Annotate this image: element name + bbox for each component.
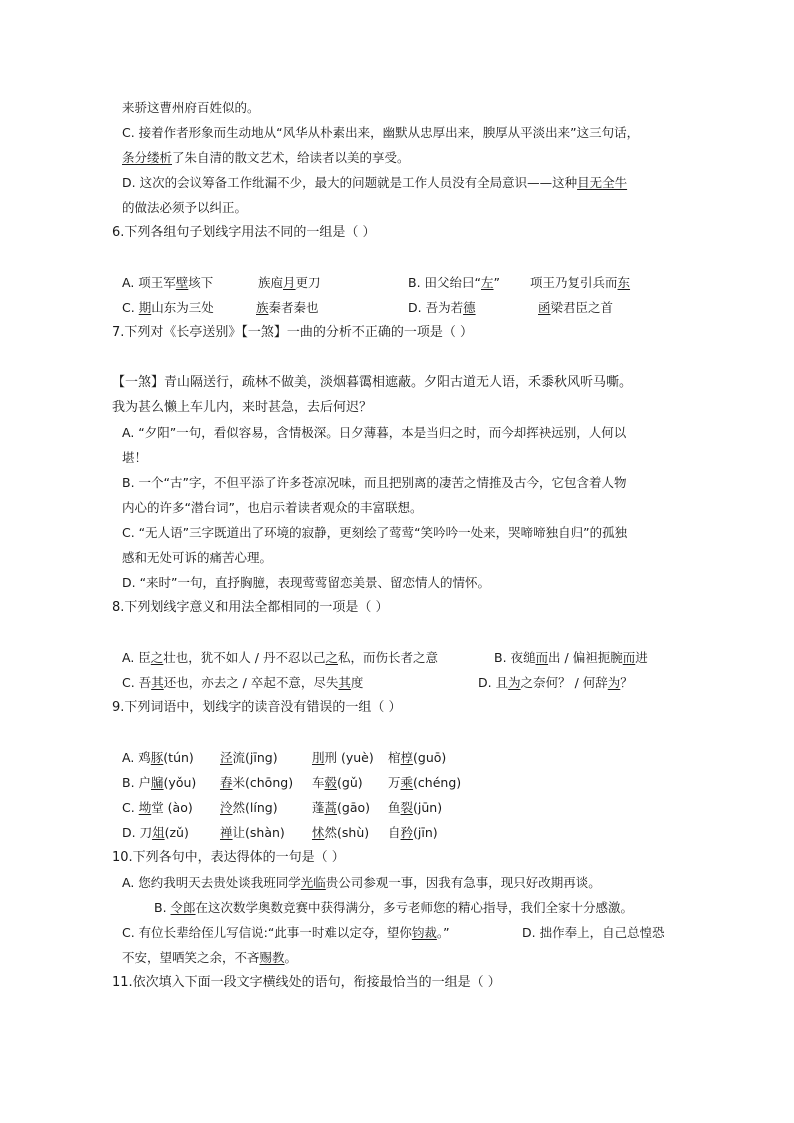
q10-option-a: A. 您约我明天去贵处谈我班同学光临贵公司参观一事，因我有急事，现只好改期再谈。 bbox=[122, 875, 601, 890]
q7-passage-line2: 我为甚么懒上车儿内，来时甚急，去后何迟？ bbox=[112, 400, 373, 415]
q9-item: 泾流(jīng) bbox=[220, 750, 278, 765]
q9-item: 蓬蒿(gāo) bbox=[312, 800, 371, 815]
q7-option-b: B. 一个“古”字，不但平添了许多苍凉况味，而且把别离的凄苦之情推及古今，它包含着人物 bbox=[122, 475, 627, 490]
q8-option-a: A. 臣之壮也，犹不如人 / 丹不忍以己之私，而伤长者之意 bbox=[122, 650, 438, 665]
q6-option-c: C. 期山东为三处 bbox=[122, 300, 214, 315]
q9-item: 鱼裂(jūn) bbox=[388, 800, 443, 815]
q9-item: 泠然(líng) bbox=[220, 800, 278, 815]
question-9-stem: 9.下列词语中，划线字的读音没有错误的一组（ ） bbox=[112, 700, 402, 715]
q9-item: 怵然(shù) bbox=[312, 825, 370, 840]
option-d-line2: 的做法必须予以纠正。 bbox=[122, 200, 248, 215]
option-c-line2: 条分缕析了朱自清的散文艺术，给读者以美的享受。 bbox=[122, 150, 410, 165]
underlined-term: 目无全牛 bbox=[577, 175, 628, 190]
question-10-stem: 10.下列各句中，表达得体的一句是（ ） bbox=[112, 850, 345, 865]
q9-item: 棺椁(guō) bbox=[388, 750, 447, 765]
q9-item: 舂米(chōng) bbox=[220, 775, 294, 790]
q9-item: B. 户牖(yǒu) bbox=[122, 775, 197, 790]
q6-option-d-pair: 函梁君臣之首 bbox=[538, 300, 614, 315]
underlined-term: 条分缕析 bbox=[122, 150, 173, 165]
question-11-stem: 11.依次填入下面一段文字横线处的语句，衔接最恰当的一组是（ ） bbox=[112, 975, 501, 990]
q9-item: 禅让(shàn) bbox=[220, 825, 285, 840]
question-8-stem: 8.下列划线字意义和用法全都相同的一项是（ ） bbox=[112, 600, 389, 615]
q6-option-a-pair: 族庖月更刀 bbox=[258, 275, 321, 290]
question-7-stem: 7.下列对《长亭送别》【一煞】一曲的分析不正确的一项是（ ） bbox=[112, 325, 474, 340]
q7-passage-line1: 【一煞】青山隔送行，疏林不做美，淡烟暮霭相遮蔽。夕阳古道无人语，禾黍秋风听马嘶。 bbox=[112, 375, 633, 390]
q9-item: 万乘(chéng) bbox=[388, 775, 462, 790]
q7-option-a: A. “夕阳”一句，看似容易，含情极深。日夕薄暮，本是当归之时，而今却挥袂远别，人何以 bbox=[122, 425, 627, 440]
q9-item: 刖刑 (yuè) bbox=[312, 750, 374, 765]
q9-item: D. 刀俎(zǔ) bbox=[122, 825, 189, 840]
q9-item: 自矜(jīn) bbox=[388, 825, 438, 840]
q9-item: 车毂(gǔ) bbox=[312, 775, 363, 790]
q9-item: C. 坳堂 (ào) bbox=[122, 800, 193, 815]
q7-option-d: D. “来时”一句，直抒胸臆，表现莺莺留恋美景、留恋情人的情怀。 bbox=[122, 575, 491, 590]
q6-option-b-pair: 项王乃复引兵而东 bbox=[530, 275, 631, 290]
option-b-continued: 来骄这曹州府百姓似的。 bbox=[122, 100, 260, 115]
q7-option-c-cont: 感和无处可诉的痛苦心理。 bbox=[122, 550, 273, 565]
q8-option-b: B. 夜缒而出 / 偏袒扼腕而进 bbox=[494, 650, 648, 665]
option-d-line1: D. 这次的会议筹备工作纰漏不少，最大的问题就是工作人员没有全局意识——这种目无全牛 bbox=[122, 175, 628, 190]
q8-option-c: C. 吾其还也，亦去之 / 卒起不意，尽失其度 bbox=[122, 675, 364, 690]
q10-option-b: B. 令郎在这次数学奥数竞赛中获得满分，多亏老师您的精心指导，我们全家十分感激。 bbox=[154, 900, 634, 915]
q6-option-a: A. 项王军壁垓下 bbox=[122, 275, 214, 290]
q6-option-b: B. 田父绐曰“左” bbox=[408, 275, 500, 290]
q8-option-d: D. 且为之奈何？ / 何辞为？ bbox=[478, 675, 633, 690]
q9-item: A. 鸡豚(tún) bbox=[122, 750, 194, 765]
q6-option-d: D. 吾为若德 bbox=[408, 300, 476, 315]
q7-option-c: C. “无人语”三字既道出了环境的寂静，更刻绘了莺莺“笑吟吟一处来，哭啼啼独自归”的孤独 bbox=[122, 525, 628, 540]
q10-option-d: D. 拙作奉上，自己总惶恐 bbox=[522, 925, 665, 940]
option-c-line1: C. 接着作者形象而生动地从“风华从朴素出来，幽默从忠厚出来，腴厚从平淡出来”这三句话， bbox=[122, 125, 640, 140]
q7-option-b-cont: 内心的许多“潜台词”，也启示着读者观众的丰富联想。 bbox=[122, 500, 423, 515]
q10-option-d-cont: 不安，望哂笑之余，不吝赐教。 bbox=[122, 950, 298, 965]
q6-option-c-pair: 族秦者秦也 bbox=[256, 300, 319, 315]
question-6-stem: 6.下列各组句子划线字用法不同的一组是（ ） bbox=[112, 225, 376, 240]
q10-option-c: C. 有位长辈给侄儿写信说:“此事一时难以定夺，望你钧裁。” bbox=[122, 925, 450, 940]
q7-option-a-cont: 堪！ bbox=[122, 450, 148, 465]
